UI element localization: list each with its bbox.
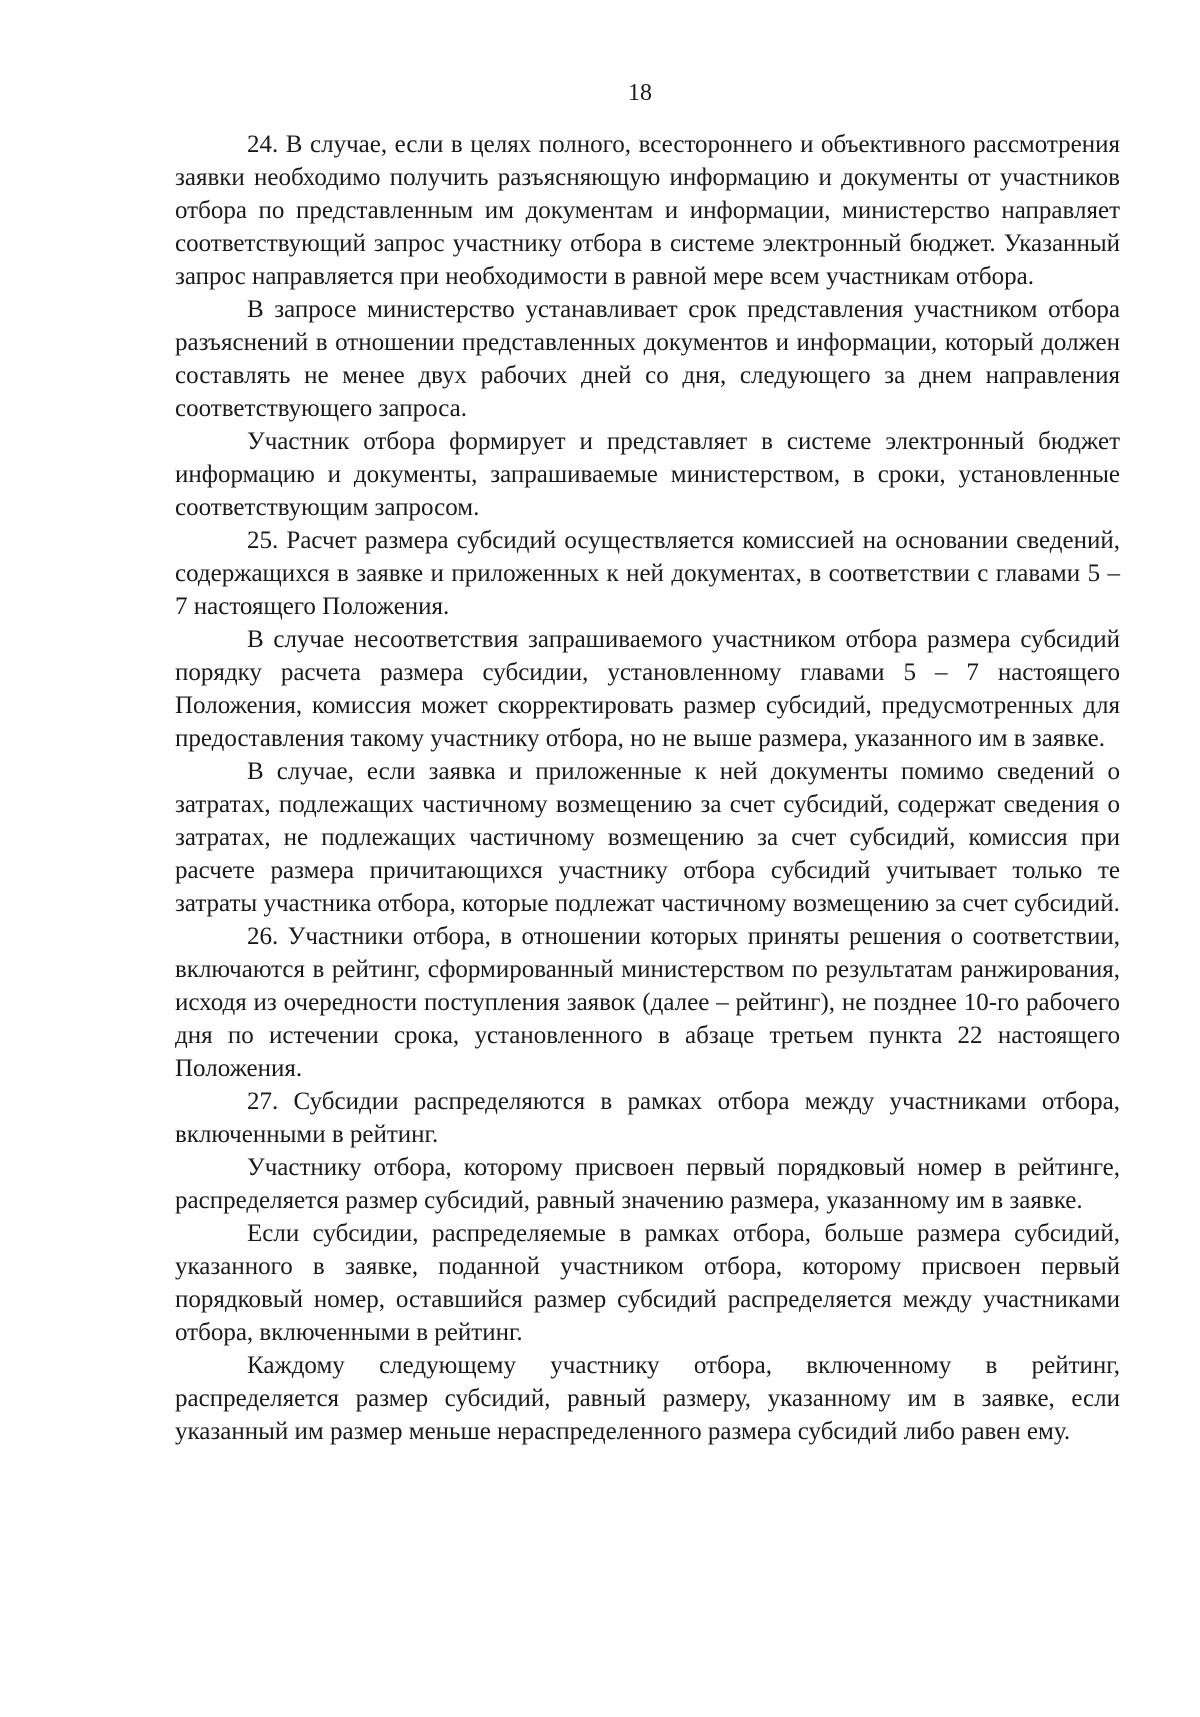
paragraph-25-eligible-costs: В случае, если заявка и приложенные к ней документы помимо сведений о затратах, подлежащих частичному возмещению за счет субсидий, содержат сведения о затратах, не подлежащих частичному возмещению за счет субсидий, комиссия при расчете размера причитающихся участнику отбора субсидий учитывает только те затраты участника отбора, которые подлежат частичному возмещению за счет субсидий. xyxy=(175,758,1120,917)
page-number: 18 xyxy=(628,80,652,106)
document-body xyxy=(175,128,1120,1448)
paragraph-27-first-rank: Участнику отбора, которому присвоен первый порядковый номер в рейтинге, распределяется размер субсидий, равный значению размера, указанному им в заявке. xyxy=(175,1154,1120,1214)
paragraph-24: 24. В случае, если в целях полного, всестороннего и объективного рассмотрения заявки необходимо получить разъясняющую информацию и документы от участников отбора по представленным им документам и информации, министерство направляет соответствующий запрос участнику отбора в системе электронный бюджет. Указанный запрос направляется при необходимости в равной мере всем участникам отбора. xyxy=(175,131,1120,290)
paragraph-27-next-participants: Каждому следующему участнику отбора, включенному в рейтинг, распределяется размер субсидий, равный размеру, указанному им в заявке, если указанный им размер меньше нераспределенного размера субсидий либо равен ему. xyxy=(175,1352,1120,1445)
paragraph-24-request-deadline: В запросе министерство устанавливает срок представления участником отбора разъяснений в отношении представленных документов и информации, который должен составлять не менее двух рабочих дней со дня, следующего за днем направления соответствующего запроса. xyxy=(175,296,1120,422)
paragraph-26: 26. Участники отбора, в отношении которых приняты решения о соответствии, включаются в рейтинг, сформированный министерством по результатам ранжирования, исходя из очередности поступления заявок (далее – рейтинг), не позднее 10-го рабочего дня по истечении срока, установленного в абзаце третьем пункта 22 настоящего Положения. xyxy=(175,923,1120,1082)
paragraph-24-participant-response: Участник отбора формирует и представляет в системе электронный бюджет информацию и документы, запрашиваемые министерством, в сроки, установленные соответствующим запросом. xyxy=(175,428,1120,521)
paragraph-25-correction: В случае несоответствия запрашиваемого участником отбора размера субсидий порядку расчета размера субсидии, установленному главами 5 – 7 настоящего Положения, комиссия может скорректировать размер субсидий, предусмотренных для предоставления такому участнику отбора, но не выше размера, указанного им в заявке. xyxy=(175,626,1120,752)
paragraph-25: 25. Расчет размера субсидий осуществляется комиссией на основании сведений, содержащихся в заявке и приложенных к ней документах, в соответствии с главами 5 – 7 настоящего Положения. xyxy=(175,527,1120,620)
paragraph-27: 27. Субсидии распределяются в рамках отбора между участниками отбора, включенными в рейтинг. xyxy=(175,1088,1120,1148)
paragraph-27-remaining: Если субсидии, распределяемые в рамках отбора, больше размера субсидий, указанного в заявке, поданной участником отбора, которому присвоен первый порядковый номер, оставшийся размер субсидий распределяется между участниками отбора, включенными в рейтинг. xyxy=(175,1220,1120,1346)
